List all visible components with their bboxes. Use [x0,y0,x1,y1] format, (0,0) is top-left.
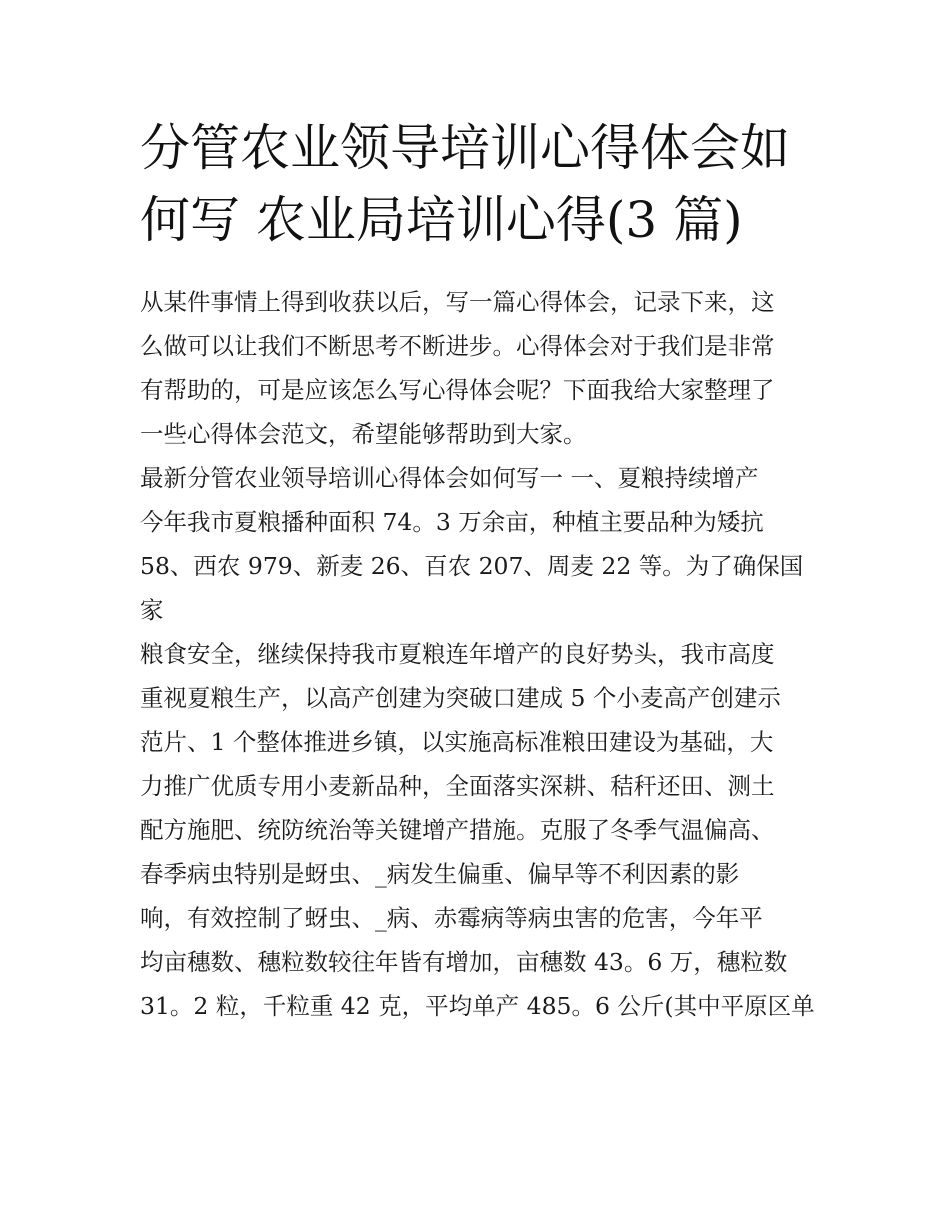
intro-paragraph: 从某件事情上得到收获以后，写一篇心得体会，记录下来，这 么做可以让我们不断思考不断进步。心得体会对于我们是非常 有帮助的，可是应该怎么写心得体会呢？下面我给大家整理了 一些心得体会范文，希望能够帮助到大家。 [140,288,775,448]
document-body [140,280,820,1028]
document-title: 分管农业领导培训心得体会如 何写 农业局培训心得(3 篇) [140,119,790,249]
body-paragraph: 最新分管农业领导培训心得体会如何写一 一、夏粮持续增产 今年我市夏粮播种面积 74。3 万余亩，种植主要品种为矮抗 58、西农 979、新麦 26、百农 207、周麦 22 等。为了确保国家 粮食安全，继续保持我市夏粮连年增产的良好势头，我市高度 重视夏粮生产，以高产创建为突破口建成 5 个小麦高产创建示 范片、1 个整体推进乡镇，以实施高标准粮田建设为基础，大 力推广优质专用小麦新品种，全面落实深耕、秸秆还田、测土 配方施肥、统防统治等关键增产措施。克服了冬季气温偏高、 春季病虫特别是蚜虫、_病发生偏重、偏早等不利因素的影 响，有效控制了蚜虫、_病、赤霉病等病虫害的危害，今年平 均亩穗数、穗粒数较往年皆有增加，亩穗数 43。6 万，穗粒数 31。2 粒，千粒重 42 克，平均单产 485。6 公斤(其中平原区单 [140,464,815,1020]
